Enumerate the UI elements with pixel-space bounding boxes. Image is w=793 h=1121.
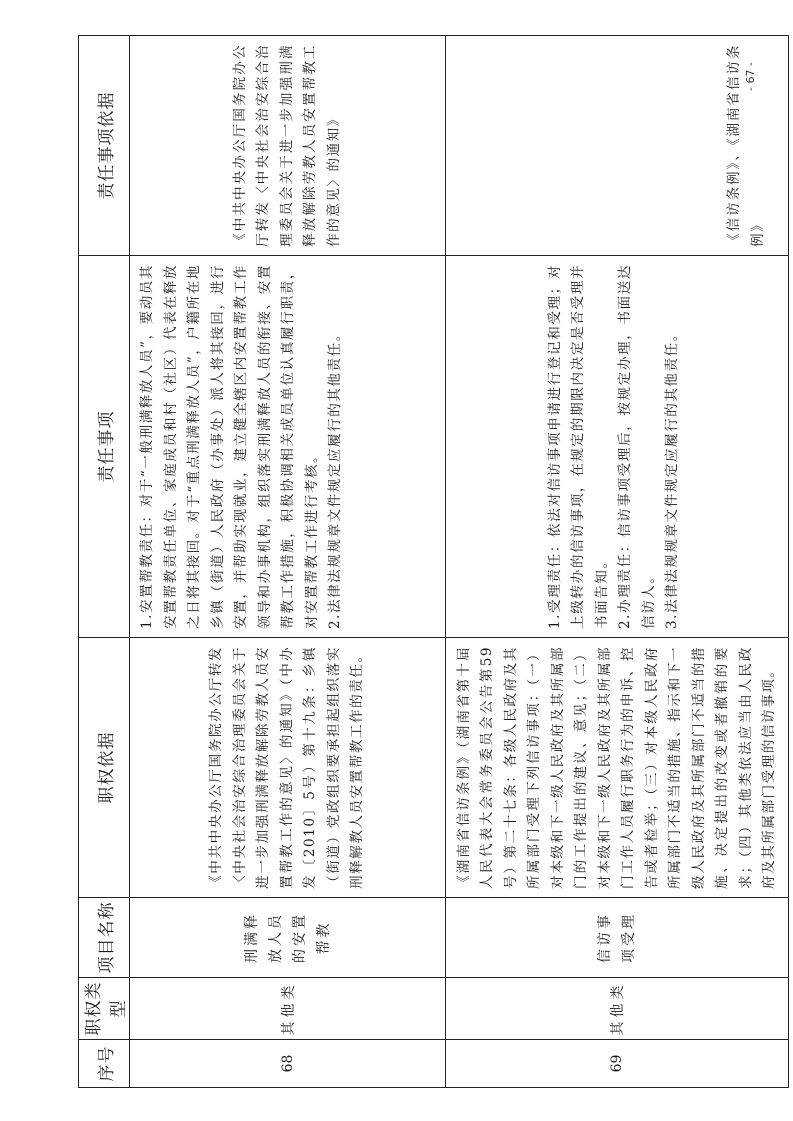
row-seq: 69 <box>446 1040 789 1088</box>
header-responsibility: 责任事项 <box>79 256 130 638</box>
row-name: 刑满释放人员的安置帮教 <box>130 898 446 978</box>
responsibility-item: 3.法律法规规章文件规定应履行的其他责任。 <box>664 326 680 629</box>
table-row <box>446 36 789 1088</box>
page-number: - 67 - <box>744 62 757 92</box>
row-name: 信访事项受理 <box>446 898 789 978</box>
responsibility-item: 2.法律法规规章文件规定应履行的其他责任。 <box>327 326 343 629</box>
responsibility-table <box>78 35 789 1088</box>
row-seq: 68 <box>130 1040 446 1088</box>
row-responsibility <box>130 256 446 638</box>
row-type: 其他类 <box>130 978 446 1040</box>
responsibility-item: 1.受理责任：依法对信访事项申请进行登记和受理；对上级转办的信访事项，在规定的期限内决定是否受理并书面告知。 <box>546 264 610 629</box>
row-basis: 《湖南省信访条例》（湖南省第十届人民代表大会常务委员会公告第59号）第二十七条：各级人民政府及其所属部门受理下列信访事项：（一）对本级和下一级人民政府及其所属部门的工作提出的建议、意见；（二）对本级和下一级人民政府及其所属部门工作人员履行职务行为的申诉、控告或者检举；（三）对本级人民政府所属部门不适当的措施、指示和下一级人民政府及其所属部门不适当的措施、决定提出的改变或者撤销的要求；（四）其他类依法应当由人民政府及其所属部门受理的信访事项。 <box>446 638 789 898</box>
responsibility-item: 2.办理责任：信访事项受理后，按规定办理，书面送达信访人。 <box>617 264 657 629</box>
header-type: 职权类型 <box>79 978 130 1040</box>
row-responsibility <box>446 256 789 638</box>
header-legal-basis: 责任事项依据 <box>79 36 130 256</box>
rotated-table-container <box>78 36 789 1088</box>
row-legal-basis: 《信访条例》、《湖南省信访条例》 <box>446 36 789 256</box>
table-row <box>130 36 446 1088</box>
row-basis: 《中共中央办公厅国务院办公厅转发〈中央社会治安综合治理委员会关于进一步加强刑满释放解除劳教人员安置帮教工作的意见〉的通知》（中办发〔2010〕5号）第十九条：乡镇（街道）党政组织要承担起组织落实刑释解教人员安置帮教工作的责任。 <box>130 638 446 898</box>
responsibility-item: 1.安置帮教责任：对于“一般刑满释放人员”，要动员其安置帮教责任单位、家庭成员和村（社区）代表在释放之日将其接回。对于“重点刑满释放人员”，户籍所在地乡镇（街道）人民政府（办事处）派人将其接回，进行安置，并帮助实现就业，建立健全辖区内安置帮教工作领导和办事机构，组织落实刑满释放人员的衔接、安置帮教工作措施，积极协调相关成员单位认真履行职责，对安置帮教工作进行考核。 <box>139 264 320 629</box>
row-type: 其他类 <box>446 978 789 1040</box>
header-seq: 序号 <box>79 1040 130 1088</box>
header-basis: 职权依据 <box>79 638 130 898</box>
header-row <box>79 36 130 1088</box>
row-legal-basis: 《中共中央办公厅国务院办公厅转发〈中央社会治安综合治理委员会关于进一步加强刑满释放解除劳教人员安置帮教工作的意见〉的通知》 <box>130 36 446 256</box>
header-name: 项目名称 <box>79 898 130 978</box>
